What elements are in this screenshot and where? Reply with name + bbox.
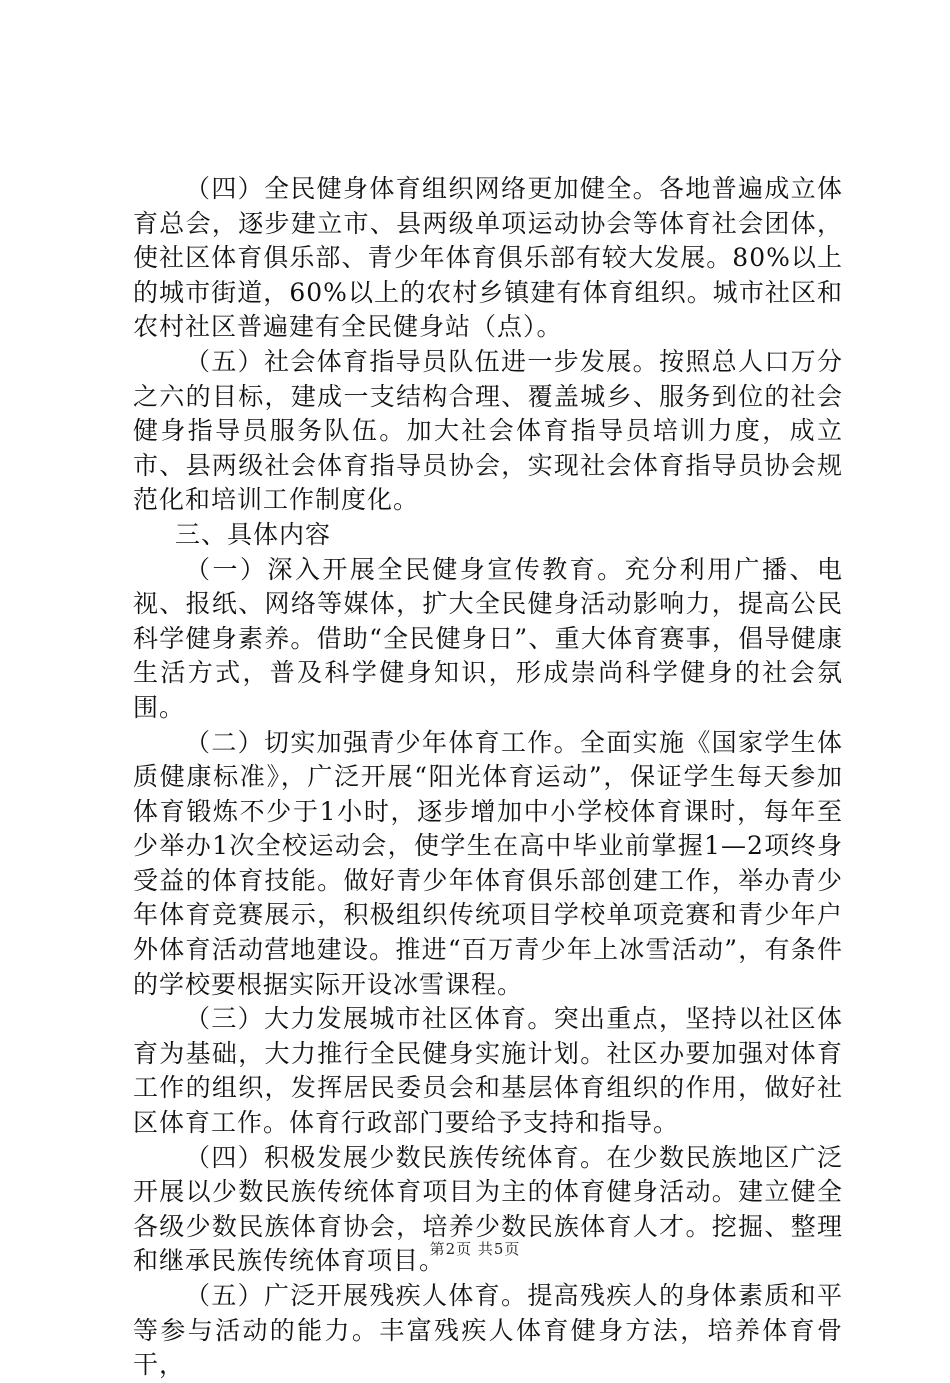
section-heading-specific-content: 三、具体内容 — [175, 519, 332, 549]
paragraph-ethnic-sports: （四）积极发展少数民族传统体育。在少数民族地区广泛开展以少数民族传统体育项目为主的体育健身活动。建立健全各级少数民族体育协会，培养少数民族体育人才。挖掘、整理和继承民族传统体育项目。 — [133, 1142, 843, 1276]
paragraph-organization-network: （四）全民健身体育组织网络更加健全。各地普遍成立体育总会，逐步建立市、县两级单项运动协会等体育社会团体，使社区体育俱乐部、青少年体育俱乐部有较大发展。80%以上的城市街道，60%以上的农村乡镇建有体育组织。城市社区和农村社区普遍建有全民健身站（点）。 — [133, 174, 843, 342]
paragraph-disabled-sports: （五）广泛开展残疾人体育。提高残疾人的身体素质和平等参与活动的能力。丰富残疾人体育健身方法，培养体育骨干， — [133, 1281, 843, 1380]
paragraph-publicity-education: （一）深入开展全民健身宣传教育。充分利用广播、电视、报纸、网络等媒体，扩大全民健身活动影响力，提高公民科学健身素养。借助“全民健身日”、重大体育赛事，倡导健康生活方式，普及科学健身知识，形成崇尚科学健身的社会氛围。 — [133, 554, 843, 722]
document-body — [133, 172, 843, 1383]
page-number-footer: 第2页 共5页 — [429, 1240, 521, 1258]
paragraph-youth-sports: （二）切实加强青少年体育工作。全面实施《国家学生体质健康标准》，广泛开展“阳光体育运动”，保证学生每天参加体育锻炼不少于1小时，逐步增加中小学校体育课时，每年至少举办1次全校运动会，使学生在高中毕业前掌握1—2项终身受益的体育技能。做好青少年体育俱乐部创建工作，举办青少年体育竞赛展示，积极组织传统项目学校单项竞赛和青少年户外体育活动营地建设。推进“百万青少年上冰雪活动”，有条件的学校要根据实际开设冰雪课程。 — [133, 727, 843, 999]
paragraph-community-sports: （三）大力发展城市社区体育。突出重点，坚持以社区体育为基础，大力推行全民健身实施计划。社区办要加强对体育工作的组织，发挥居民委员会和基层体育组织的作用，做好社区体育工作。体育行政部门要给予支持和指导。 — [133, 1004, 843, 1138]
paragraph-social-instructors: （五）社会体育指导员队伍进一步发展。按照总人口万分之六的目标，建成一支结构合理、覆盖城乡、服务到位的社会健身指导员服务队伍。加大社会体育指导员培训力度，成立市、县两级社会体育指导员协会，实现社会体育指导员协会规范化和培训工作制度化。 — [133, 346, 843, 515]
